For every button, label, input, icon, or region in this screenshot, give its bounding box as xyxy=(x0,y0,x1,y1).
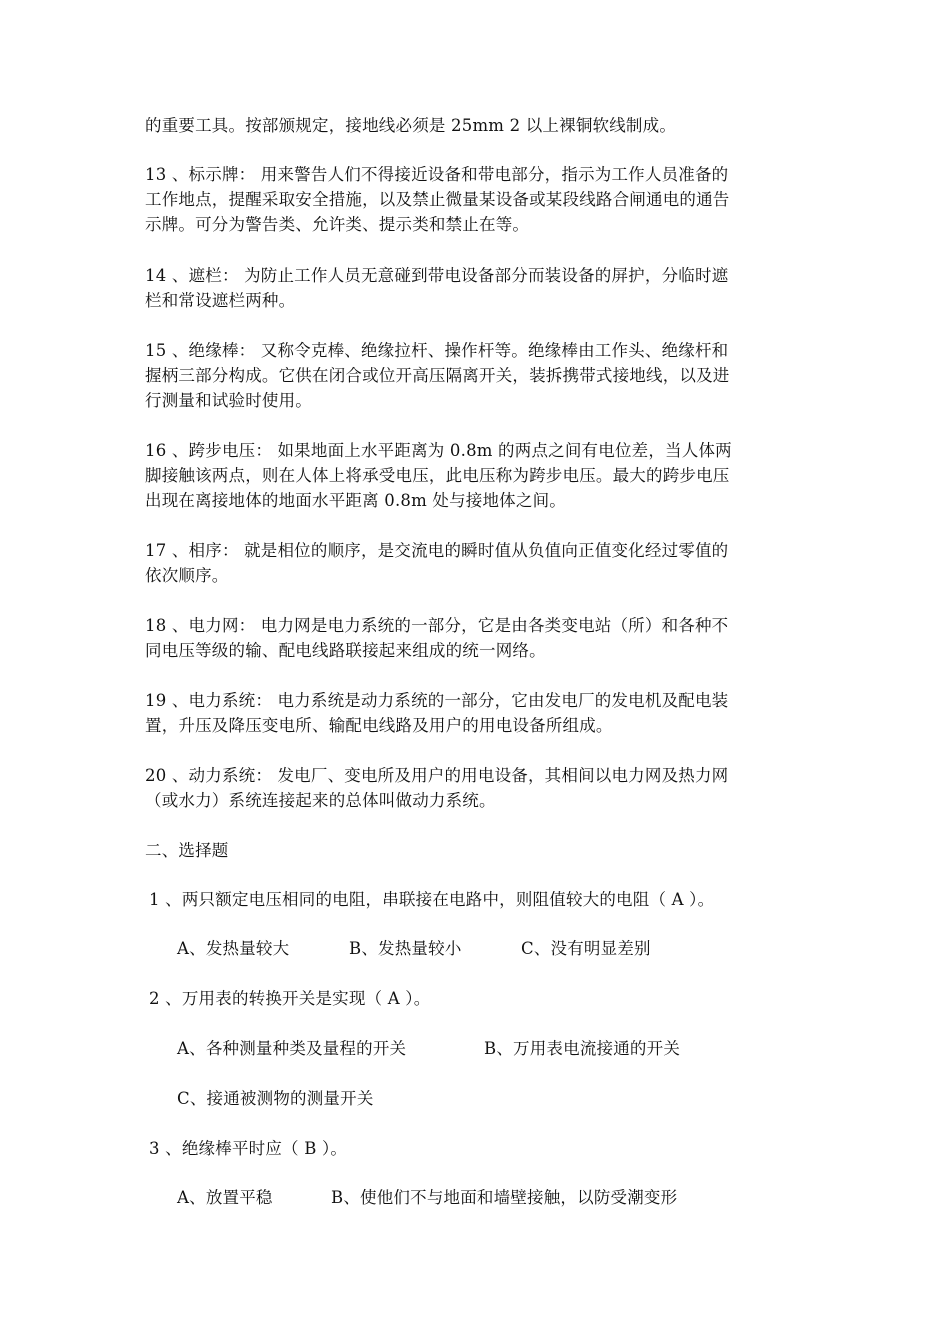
question-2-option-b: B、万用表电流接通的开关 xyxy=(484,1039,681,1058)
paragraph-12-tail: 的重要工具。按部颁规定，接地线必须是 25mm 2 以上裸铜软线制成。 xyxy=(145,116,677,135)
paragraph-14-line-1: 14 、遮栏： 为防止工作人员无意碰到带电设备部分而装设备的屏护，分临时遮 xyxy=(145,266,729,285)
paragraph-15-line-3: 行测量和试验时使用。 xyxy=(145,391,312,410)
paragraph-17-line-1: 17 、相序： 就是相位的顺序，是交流电的瞬时值从负值向正值变化经过零值的 xyxy=(145,541,729,560)
paragraph-14-line-2: 栏和常设遮栏两种。 xyxy=(145,291,296,310)
question-1: 1 、两只额定电压相同的电阻，串联接在电路中，则阻值较大的电阻（ A ）。 xyxy=(149,890,715,909)
paragraph-18-line-2: 同电压等级的输、配电线路联接起来组成的统一网络。 xyxy=(145,641,546,660)
paragraph-13-line-3: 示牌。可分为警告类、允许类、提示类和禁止在等。 xyxy=(145,215,530,234)
question-3-option-a: A、放置平稳 xyxy=(177,1188,273,1207)
paragraph-18-line-1: 18 、电力网： 电力网是电力系统的一部分，它是由各类变电站（所）和各种不 xyxy=(145,616,729,635)
paragraph-16-line-3: 出现在离接地体的地面水平距离 0.8m 处与接地体之间。 xyxy=(145,491,566,510)
section-title: 二、选择题 xyxy=(145,841,229,860)
question-1-option-c: C、没有明显差别 xyxy=(521,939,651,958)
question-1-option-b: B、发热量较小 xyxy=(349,939,462,958)
paragraph-20-line-2: （或水力）系统连接起来的总体叫做动力系统。 xyxy=(145,791,496,810)
question-2-option-a: A、各种测量种类及量程的开关 xyxy=(177,1039,407,1058)
question-3-option-b: B、使他们不与地面和墙壁接触，以防受潮变形 xyxy=(331,1188,678,1207)
paragraph-15-line-2: 握柄三部分构成。它供在闭合或位开高压隔离开关，装拆携带式接地线，以及进 xyxy=(145,366,730,385)
paragraph-19-line-2: 置，升压及降压变电所、输配电线路及用户的用电设备所组成。 xyxy=(145,716,613,735)
paragraph-19-line-1: 19 、电力系统： 电力系统是动力系统的一部分，它由发电厂的发电机及配电装 xyxy=(145,691,729,710)
paragraph-16-line-2: 脚接触该两点，则在人体上将承受电压，此电压称为跨步电压。最大的跨步电压 xyxy=(145,466,730,485)
paragraph-20-line-1: 20 、动力系统： 发电厂、变电所及用户的用电设备，其相间以电力网及热力网 xyxy=(145,766,729,785)
question-2-option-c: C、接通被测物的测量开关 xyxy=(177,1089,374,1108)
question-3: 3 、绝缘棒平时应（ B ）。 xyxy=(149,1139,348,1158)
paragraph-13-line-2: 工作地点，提醒采取安全措施，以及禁止微量某设备或某段线路合闸通电的通告 xyxy=(145,190,730,209)
question-1-option-a: A、发热量较大 xyxy=(177,939,290,958)
paragraph-13-line-1: 13 、标示牌： 用来警告人们不得接近设备和带电部分，指示为工作人员准备的 xyxy=(145,165,729,184)
paragraph-16-line-1: 16 、跨步电压： 如果地面上水平距离为 0.8m 的两点之间有电位差，当人体两 xyxy=(145,441,732,460)
paragraph-17-line-2: 依次顺序。 xyxy=(145,566,229,585)
question-2: 2 、万用表的转换开关是实现（ A ）。 xyxy=(149,989,431,1008)
paragraph-15-line-1: 15 、绝缘棒： 又称令克棒、绝缘拉杆、操作杆等。绝缘棒由工作头、绝缘杆和 xyxy=(145,341,729,360)
